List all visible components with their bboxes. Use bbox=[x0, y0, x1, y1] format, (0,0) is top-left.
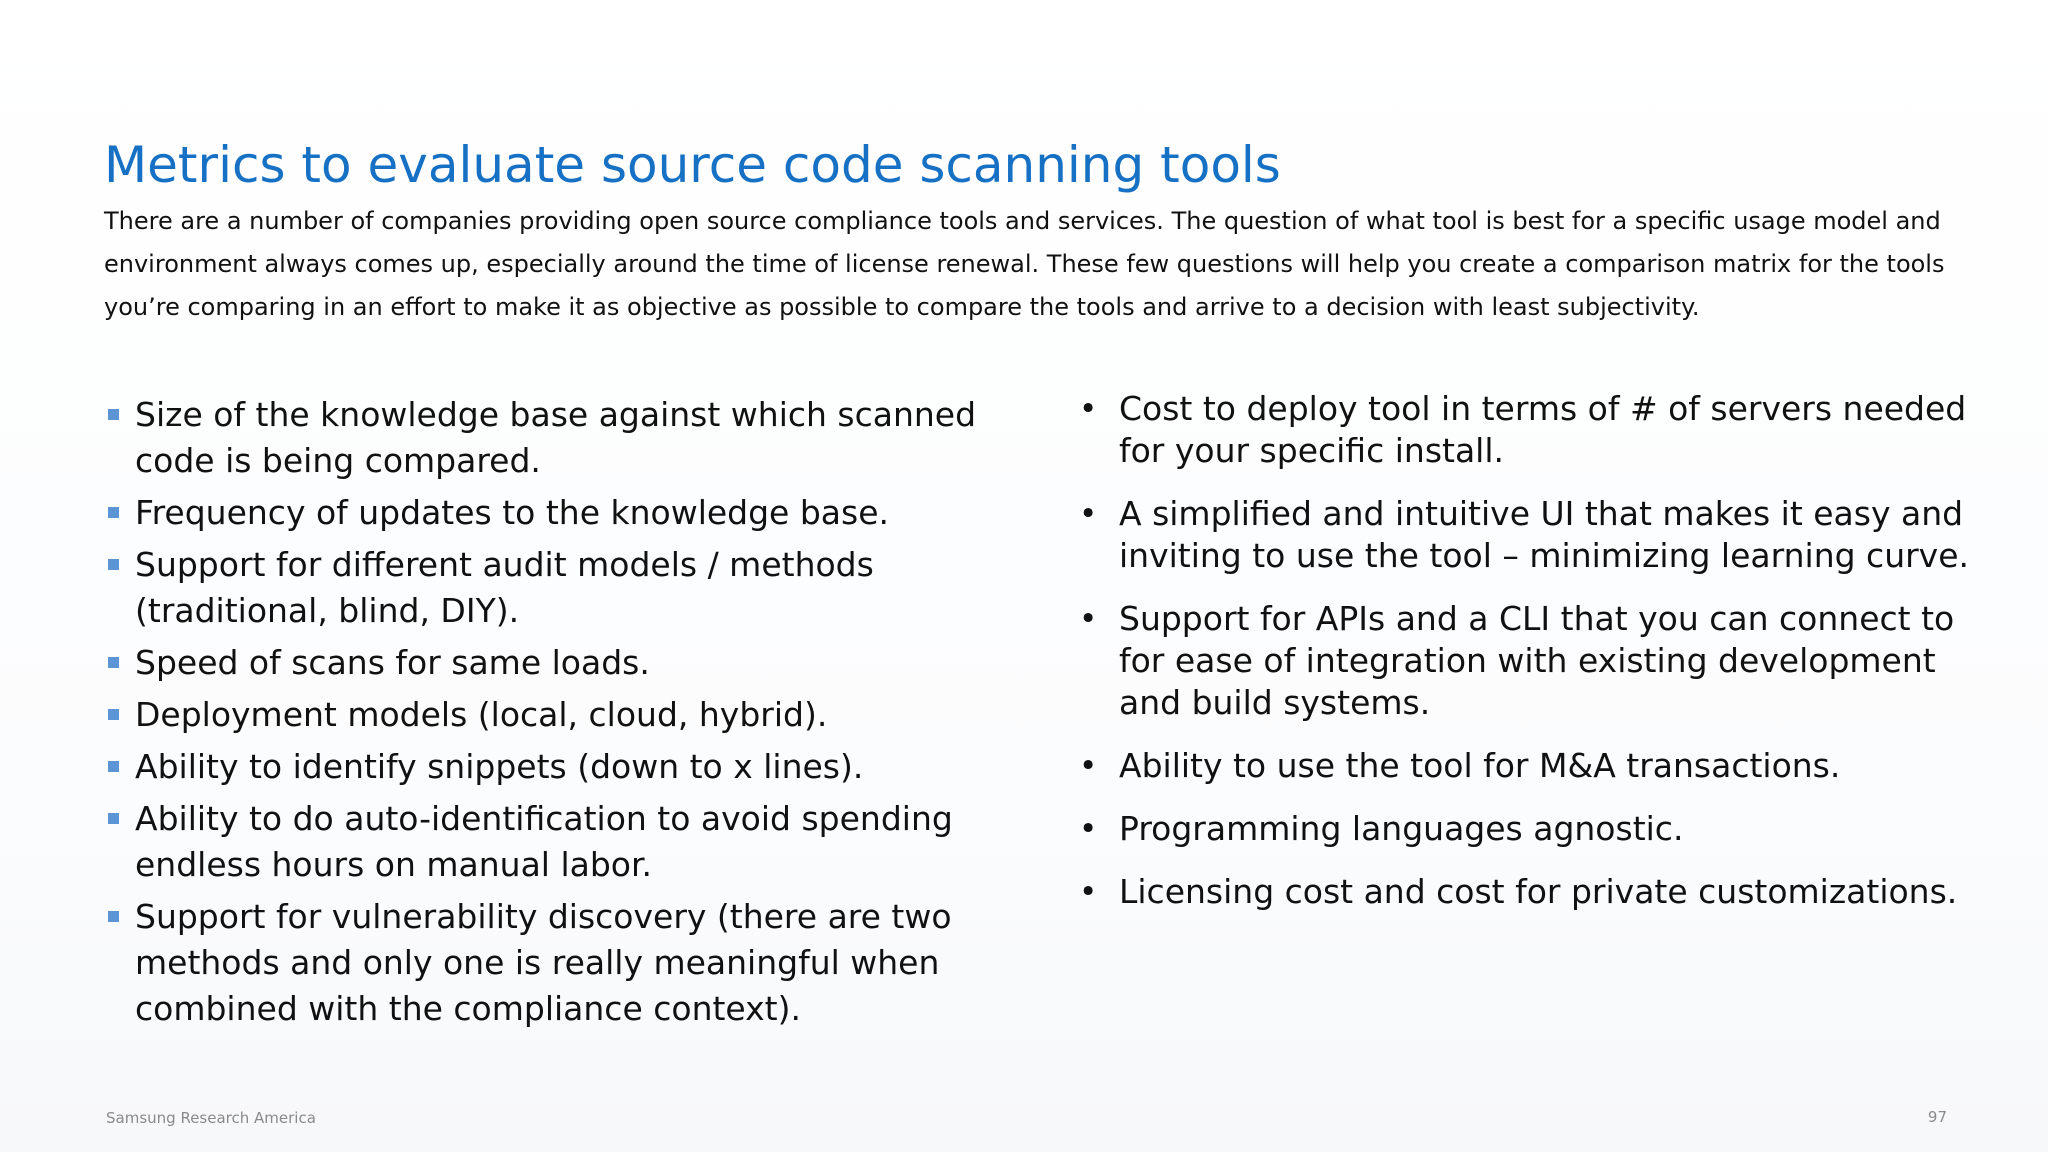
dot-bullet-icon: • bbox=[1079, 811, 1098, 847]
square-bullet-icon bbox=[108, 911, 119, 922]
left-list-item-text: Ability to identify snippets (down to x lines). bbox=[135, 747, 864, 786]
left-list-item-text: Frequency of updates to the knowledge base. bbox=[135, 493, 890, 532]
intro-paragraph: There are a number of companies providing open source compliance tools and services. The question of what tool is best for a specific usage model and environment always comes up, especially around the time of license renewal. These few questions will help you create a comparison matrix for the tools you’re comparing in an effort to make it as objective as possible to compare the tools and arrive to a decision with least subjectivity. bbox=[104, 207, 1945, 321]
left-list-item-text: Size of the knowledge base against which scanned code is being compared. bbox=[135, 395, 977, 480]
left-list-item bbox=[104, 796, 984, 888]
square-bullet-icon bbox=[108, 813, 119, 824]
left-list-item-text: Speed of scans for same loads. bbox=[135, 643, 650, 682]
right-list-item-text: A simplified and intuitive UI that makes it easy and inviting to use the tool – minimizing learning curve. bbox=[1119, 494, 1969, 575]
right-list-item-text: Cost to deploy tool in terms of # of servers needed for your specific install. bbox=[1119, 389, 1967, 470]
left-list-item bbox=[104, 692, 984, 738]
left-list-item bbox=[104, 490, 984, 536]
slide-page-number: 97 bbox=[1927, 1108, 1947, 1126]
right-list-item bbox=[1079, 808, 1979, 850]
right-list-item bbox=[1079, 871, 1979, 913]
left-list-item bbox=[104, 640, 984, 686]
right-list-item bbox=[1079, 745, 1979, 787]
square-bullet-icon bbox=[108, 709, 119, 720]
dot-bullet-icon: • bbox=[1079, 496, 1098, 532]
left-list-item bbox=[104, 744, 984, 790]
right-list-item bbox=[1079, 493, 1979, 577]
right-list-item-text: Support for APIs and a CLI that you can connect to for ease of integration with existing development and build systems. bbox=[1119, 599, 1955, 722]
square-bullet-icon bbox=[108, 507, 119, 518]
dot-bullet-icon: • bbox=[1079, 748, 1098, 784]
left-metrics-list bbox=[104, 392, 984, 1038]
dot-bullet-icon: • bbox=[1079, 601, 1098, 637]
right-list-item-text: Ability to use the tool for M&A transactions. bbox=[1119, 746, 1841, 785]
right-list-item-text: Licensing cost and cost for private customizations. bbox=[1119, 872, 1958, 911]
dot-bullet-icon: • bbox=[1079, 874, 1098, 910]
right-metrics-list bbox=[1079, 388, 1979, 934]
square-bullet-icon bbox=[108, 761, 119, 772]
left-list-item bbox=[104, 894, 984, 1032]
left-list-item-text: Deployment models (local, cloud, hybrid). bbox=[135, 695, 828, 734]
right-list-item bbox=[1079, 598, 1979, 724]
footer-company-name: Samsung Research America bbox=[106, 1109, 316, 1127]
right-list-item bbox=[1079, 388, 1979, 472]
left-list-item bbox=[104, 542, 984, 634]
square-bullet-icon bbox=[108, 409, 119, 420]
left-list-item-text: Ability to do auto-identification to avoid spending endless hours on manual labor. bbox=[135, 799, 953, 884]
left-list-item-text: Support for vulnerability discovery (there are two methods and only one is really meaningful when combined with the compliance context). bbox=[135, 897, 952, 1028]
right-list-item-text: Programming languages agnostic. bbox=[1119, 809, 1684, 848]
slide-title: Metrics to evaluate source code scanning tools bbox=[104, 135, 1281, 194]
dot-bullet-icon: • bbox=[1079, 391, 1098, 427]
left-list-item-text: Support for different audit models / methods (traditional, blind, DIY). bbox=[135, 545, 874, 630]
square-bullet-icon bbox=[108, 559, 119, 570]
square-bullet-icon bbox=[108, 657, 119, 668]
left-list-item bbox=[104, 392, 984, 484]
